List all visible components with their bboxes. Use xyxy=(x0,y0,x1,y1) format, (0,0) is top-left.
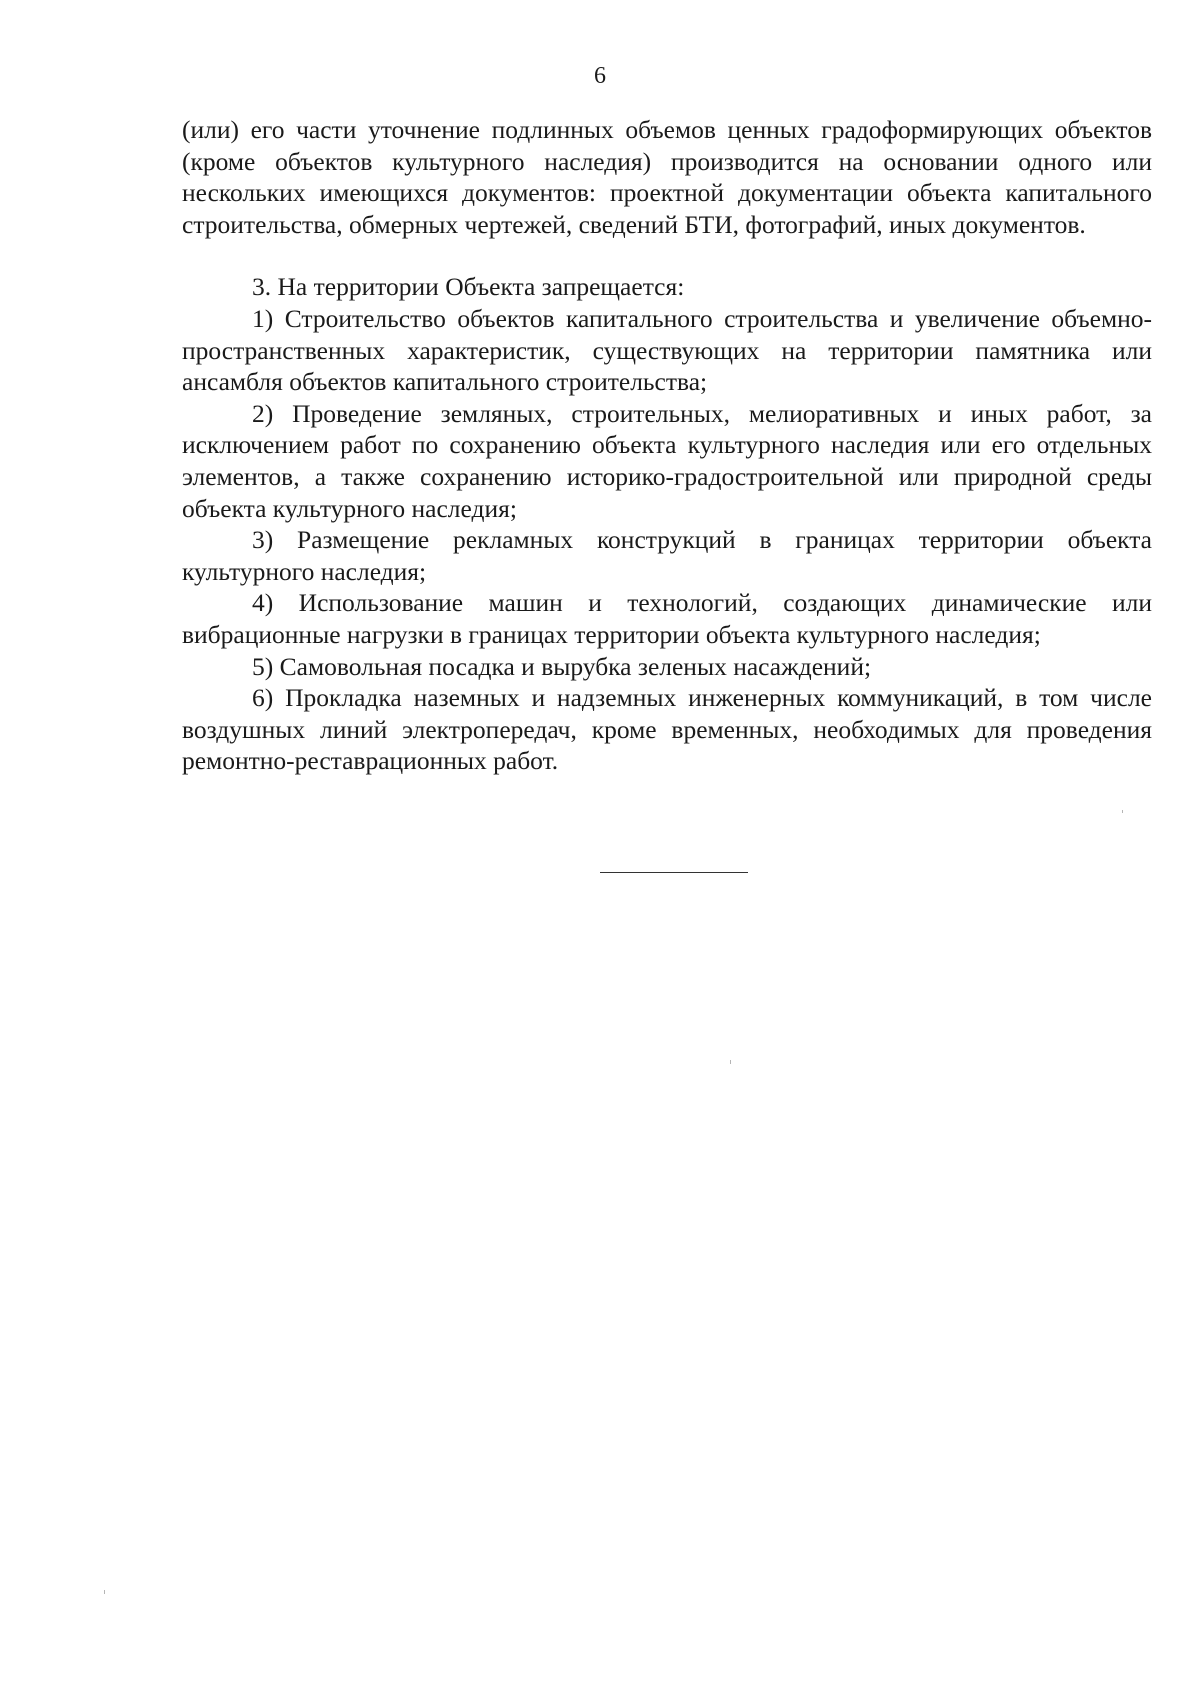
list-item-3: 3) Размещение рекламных конструкций в границах территории объекта культурного наследия; xyxy=(182,525,1152,586)
list-item-6: 6) Прокладка наземных и надземных инженерных коммуникаций, в том числе воздушных линий электропередач, кроме временных, необходимых для проведения ремонтно-реставрационных работ. xyxy=(182,683,1152,776)
list-item-5: 5) Самовольная посадка и вырубка зеленых насаждений; xyxy=(252,651,872,681)
document-body xyxy=(182,114,1152,777)
paragraph-continuation: (или) его части уточнение подлинных объемов ценных градоформирующих объектов (кроме объектов культурного наследия) производится на основании одного или нескольких имеющихся документов: проектной документации объекта капитального строительства, обмерных чертежей, сведений БТИ, фотографий, иных документов. xyxy=(182,115,1152,239)
scan-speck xyxy=(730,1060,731,1064)
scan-speck xyxy=(104,1590,105,1594)
scan-speck xyxy=(1122,810,1123,813)
page-number: 6 xyxy=(594,63,606,89)
end-of-text-rule xyxy=(600,872,748,873)
section-3-heading: 3. На территории Объекта запрещается: xyxy=(252,272,685,302)
list-item-2: 2) Проведение земляных, строительных, мелиоративных и иных работ, за исключением работ по сохранению объекта культурного наследия или его отдельных элементов, а также сохранению историко-градостроительной или природной среды объекта культурного наследия; xyxy=(182,398,1152,523)
list-item-1: 1) Строительство объектов капитального строительства и увеличение объемно-пространственных характеристик, существующих на территории памятника или ансамбля объектов капитального строительства; xyxy=(182,303,1152,397)
list-item-4: 4) Использование машин и технологий, создающих динамические или вибрационные нагрузки в границах территории объекта культурного наследия; xyxy=(182,588,1152,649)
